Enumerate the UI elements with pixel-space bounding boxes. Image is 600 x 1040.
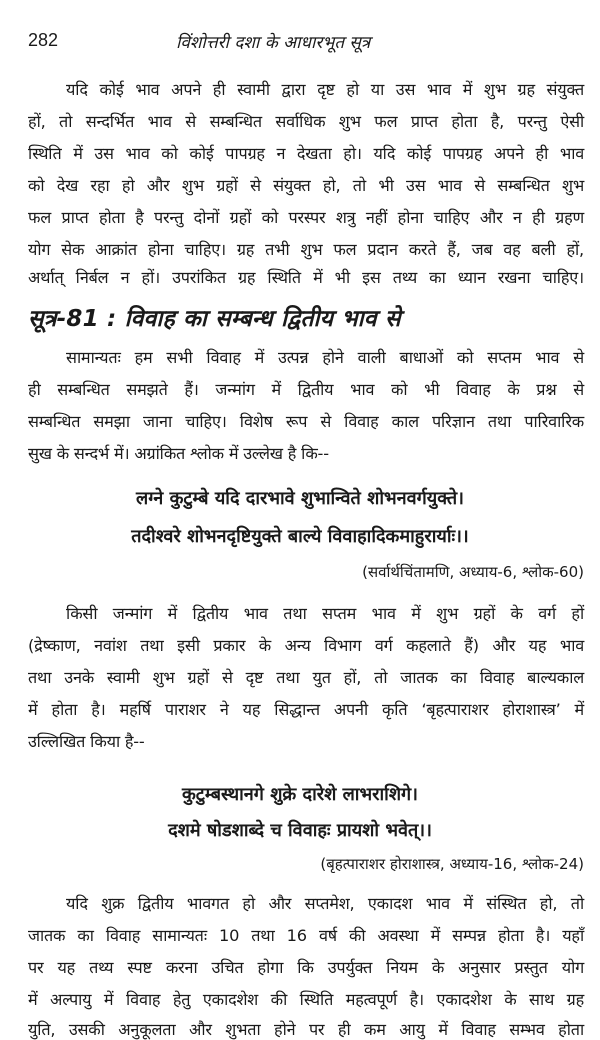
verse-line: तदीश्वरे शोभनदृष्टियुक्ते बाल्ये विवाहादिकमाहुरार्याः।। xyxy=(131,526,469,547)
text-line: तथा उनके स्वामी शुभ ग्रहों से दृष्ट तथा युत हों, तो जातक का विवाह बाल्यकाल xyxy=(28,668,584,687)
text-line: उल्लिखित किया है-- xyxy=(28,732,145,751)
text-line: स्थिति में उस भाव को कोई पापग्रह न देखता हो। यदि कोई पापग्रह अपने ही भाव xyxy=(28,144,584,163)
verse-line: कुटुम्बस्थानगे शुक्रे दारेशे लाभराशिगे। xyxy=(181,784,419,805)
text-line: सम्बन्धित समझा जाना चाहिए। विशेष रूप से विवाह काल परिज्ञान तथा पारिवारिक xyxy=(28,412,584,431)
text-line: पर यह तथ्य स्पष्ट करना उचित होगा कि उपर्युक्त नियम के अनुसार प्रस्तुत योग xyxy=(28,958,584,977)
text-line: यदि शुक्र द्वितीय भावगत हो और सप्तमेश, एकादश भाव में संस्थित हो, तो xyxy=(66,894,584,913)
text-line: ही सम्बन्धित समझते हैं। जन्मांग में द्वितीय भाव को भी विवाह के प्रश्न से xyxy=(28,380,584,399)
text-line: युति, उसकी अनुकूलता और शुभता होने पर ही कम आयु में विवाह सम्भव होता xyxy=(28,1020,584,1039)
page-header xyxy=(28,30,572,56)
page-number: 282 xyxy=(28,30,59,50)
section-heading: सूत्र-81 : विवाह का सम्बन्ध द्वितीय भाव से xyxy=(28,306,401,332)
text-line: हों, तो सन्दर्भित भाव से सम्बन्धित सर्वाधिक शुभ फल प्राप्त होता है, परन्तु ऐसी xyxy=(28,112,584,131)
text-line: फल प्राप्त होता है परन्तु दोनों ग्रहों को परस्पर शत्रु नहीं होना चाहिए और न ही ग्रहण xyxy=(28,208,584,227)
text-line: सामान्यतः हम सभी विवाह में उत्पन्न होने वाली बाधाओं को सप्तम भाव से xyxy=(66,348,584,367)
verse-line: लग्ने कुटुम्बे यदि दारभावे शुभान्विते शोभनवर्गयुक्ते। xyxy=(136,488,464,509)
text-line: में अल्पायु में विवाह हेतु एकादशेश की स्थिति महत्वपूर्ण है। एकादशेश के साथ ग्रह xyxy=(28,990,584,1009)
text-line: सुख के सन्दर्भ में। अग्रांकित श्लोक में उल्लेख है कि-- xyxy=(28,444,329,463)
text-line: अर्थात् निर्बल न हों। उपरांकित ग्रह स्थिति में भी इस तथ्य का ध्यान रखना चाहिए। xyxy=(28,268,584,287)
text-line: योग सेक आक्रांत होना चाहिए। ग्रह तभी शुभ फल प्रदान करते हैं, जब वह बली हों, xyxy=(28,240,584,259)
verse-citation: (बृहत्पाराशर होराशास्त्र, अध्याय-16, श्लोक-24) xyxy=(320,855,584,873)
text-line: यदि कोई भाव अपने ही स्वामी द्वारा दृष्ट हो या उस भाव में शुभ ग्रह संयुक्त xyxy=(66,80,584,99)
text-line: किसी जन्मांग में द्वितीय भाव तथा सप्तम भाव में शुभ ग्रहों के वर्ग हों xyxy=(66,604,584,623)
text-line: में होता है। महर्षि पाराशर ने यह सिद्धान्त अपनी कृति ‘बृहत्पाराशर होराशास्त्र’ में xyxy=(28,700,584,719)
text-line: (द्रेष्काण, नवांश तथा इसी प्रकार के अन्य विभाग वर्ग कहलाते हैं) और यह भाव xyxy=(28,636,584,655)
verse-citation: (सर्वार्थचिंतामणि, अध्याय-6, श्लोक-60) xyxy=(362,563,584,581)
text-line: जातक का विवाह सामान्यतः 10 तथा 16 वर्ष की अवस्था में सम्पन्न होता है। यहाँ xyxy=(28,926,584,945)
running-title: विंशोत्तरी दशा के आधारभूत सूत्र xyxy=(176,33,371,53)
verse-line: दशमे षोडशाब्दे च विवाहः प्रायशो भवेत्।। xyxy=(168,820,432,841)
text-line: को देख रहा हो और शुभ ग्रहों से संयुक्त हो, तो भी उस भाव से सम्बन्धित शुभ xyxy=(28,176,584,195)
